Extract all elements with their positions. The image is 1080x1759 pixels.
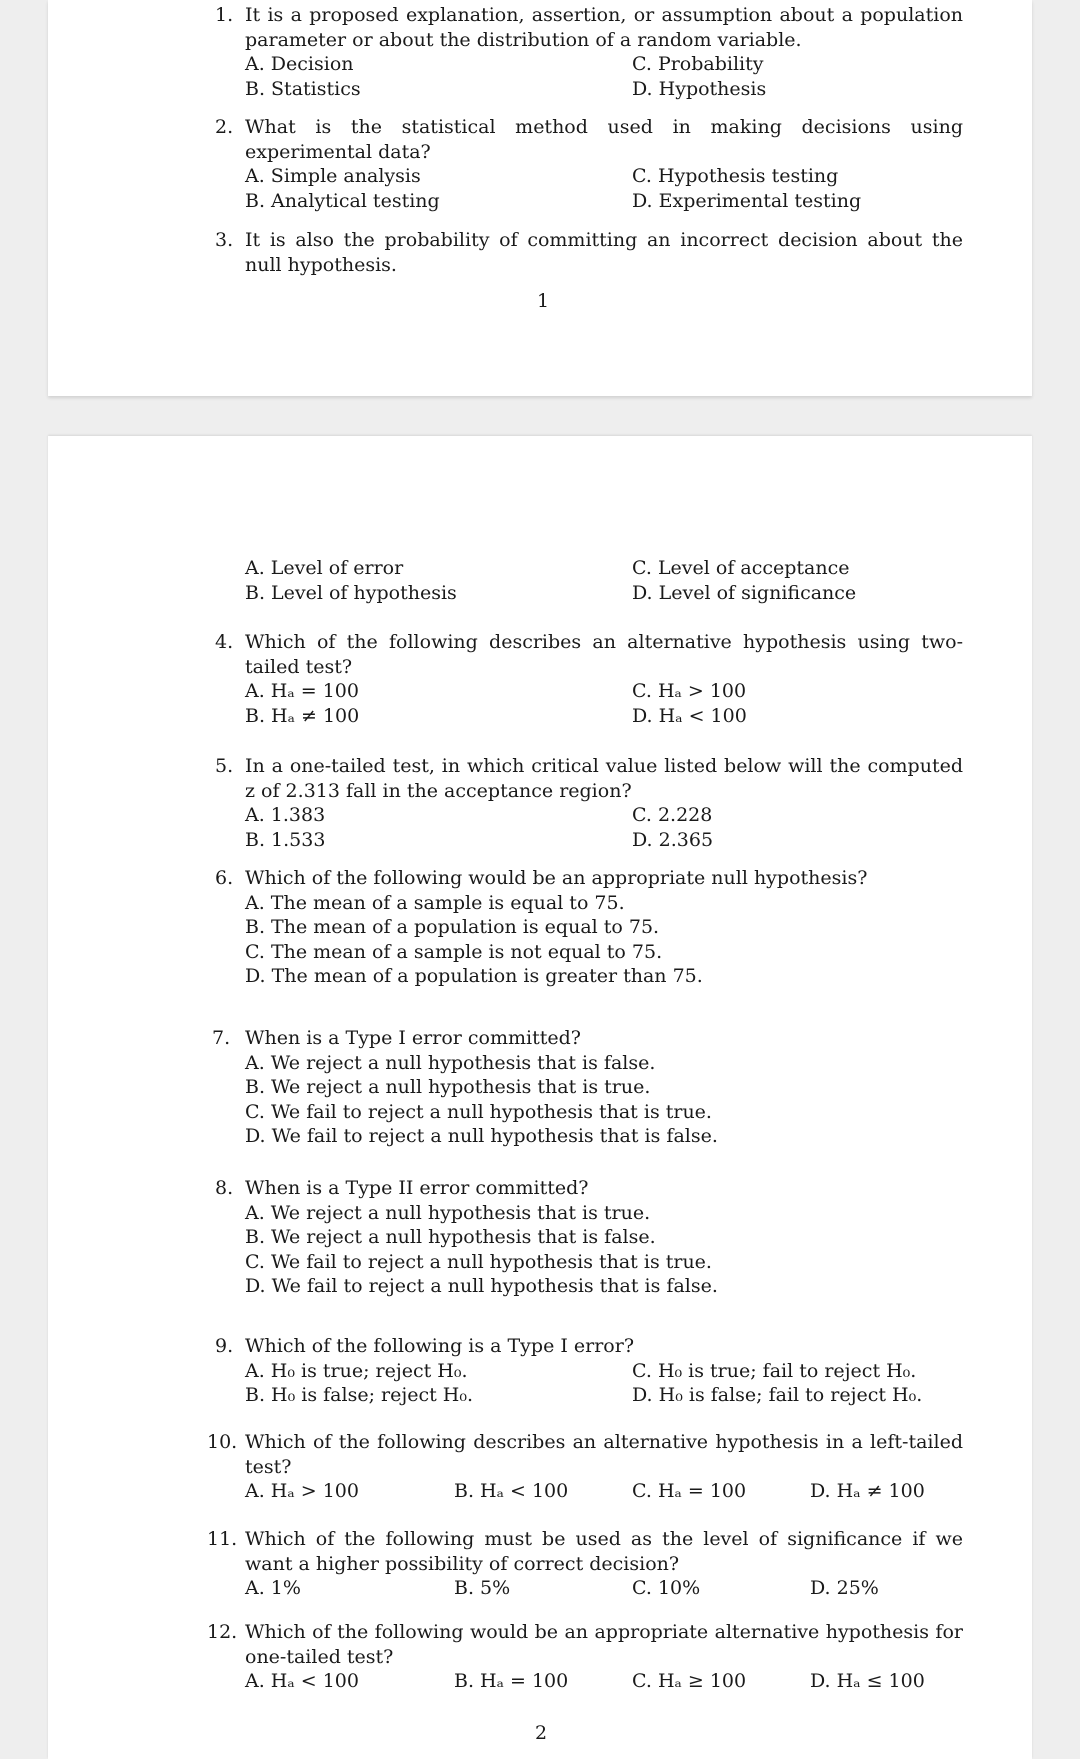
option-c: C. 2.228 (632, 804, 713, 826)
question-number: 6. (215, 867, 234, 889)
option-a: A. Simple analysis (245, 165, 421, 187)
question-11 (207, 1527, 963, 1601)
option-c: C. Hₐ ≥ 100 (632, 1670, 747, 1692)
question-number: 3. (215, 229, 234, 251)
question-3-options (215, 556, 963, 605)
option-b: B. Hₐ = 100 (454, 1670, 569, 1692)
question-text: It is also the probability of committing an incorrect decision about the null hypothesis. (245, 229, 963, 276)
option-a: A. 1.383 (245, 804, 326, 826)
question-10 (207, 1430, 963, 1504)
question-3 (215, 228, 963, 277)
question-4 (215, 630, 963, 728)
page-2 (48, 436, 1032, 1759)
page-1 (48, 0, 1032, 396)
question-number: 11. (207, 1528, 238, 1550)
option-c: C. Hypothesis testing (632, 165, 839, 187)
option-d: D. H₀ is false; fail to reject H₀. (632, 1384, 923, 1406)
option-a: A. The mean of a sample is equal to 75. (245, 891, 625, 914)
question-number: 2. (215, 116, 234, 138)
option-c: C. We fail to reject a null hypothesis that is true. (245, 1100, 712, 1123)
option-d: D. We fail to reject a null hypothesis that is false. (245, 1275, 718, 1297)
option-a: A. H₀ is true; reject H₀. (245, 1359, 468, 1382)
option-d: D. Level of significance (632, 581, 857, 604)
question-text: Which of the following would be an appropriate null hypothesis? (245, 867, 868, 889)
option-a: A. 1% (245, 1577, 301, 1599)
question-text: Which of the following is a Type I error? (245, 1335, 635, 1357)
option-c: C. Probability (632, 53, 764, 75)
question-number: 4. (215, 631, 234, 653)
option-d: D. Hypothesis (632, 77, 767, 100)
option-b: B. 1.533 (245, 828, 326, 851)
question-text: In a one-tailed test, in which critical value listed below will the computed z of 2.313 fall in the acceptance region? (245, 755, 963, 802)
question-6 (215, 866, 963, 989)
question-number: 5. (215, 755, 234, 777)
question-12 (207, 1620, 963, 1694)
option-a: A. Hₐ < 100 (245, 1670, 359, 1692)
option-d: D. Hₐ < 100 (632, 704, 747, 727)
question-9 (215, 1334, 963, 1408)
option-d: D. Hₐ ≠ 100 (810, 1480, 925, 1502)
option-c: C. Hₐ = 100 (632, 1480, 747, 1502)
option-a: A. Decision (245, 53, 354, 75)
option-b: B. 5% (454, 1577, 511, 1599)
option-b: B. H₀ is false; reject H₀. (245, 1384, 474, 1406)
question-8 (215, 1176, 963, 1299)
option-c: C. Level of acceptance (632, 557, 850, 579)
option-b: B. Hₐ < 100 (454, 1480, 569, 1502)
question-5 (215, 754, 963, 852)
question-number: 12. (207, 1621, 238, 1643)
option-d: D. Hₐ ≤ 100 (810, 1670, 925, 1692)
page-number: 2 (535, 1722, 548, 1744)
question-1 (215, 3, 963, 101)
question-text: Which of the following must be used as the level of significance if we want a higher possibility of correct decision? (245, 1528, 963, 1575)
option-c: C. We fail to reject a null hypothesis that is true. (245, 1250, 712, 1273)
question-2 (215, 115, 963, 213)
option-a: A. Hₐ = 100 (245, 680, 359, 702)
question-text: Which of the following would be an appropriate alternative hypothesis for one-tailed test? (245, 1621, 963, 1668)
option-b: B. We reject a null hypothesis that is false. (245, 1226, 656, 1248)
option-b: B. We reject a null hypothesis that is true. (245, 1076, 651, 1098)
option-d: D. The mean of a population is greater than 75. (245, 965, 703, 987)
question-text: Which of the following describes an alternative hypothesis using two-tailed test? (245, 631, 963, 678)
question-number: 7. (212, 1027, 231, 1049)
option-c: C. H₀ is true; fail to reject H₀. (632, 1359, 917, 1382)
option-b: B. The mean of a population is equal to 75. (245, 916, 660, 938)
question-text: When is a Type II error committed? (245, 1177, 589, 1199)
option-b: B. Level of hypothesis (245, 581, 457, 604)
option-d: D. 2.365 (632, 828, 714, 851)
question-text: Which of the following describes an alternative hypothesis in a left-tailed test? (245, 1431, 963, 1478)
option-c: C. The mean of a sample is not equal to 75. (245, 940, 663, 963)
option-a: A. Hₐ > 100 (245, 1480, 359, 1502)
option-c: C. Hₐ > 100 (632, 680, 747, 702)
question-7 (212, 1026, 963, 1149)
option-a: A. We reject a null hypothesis that is false. (245, 1051, 656, 1074)
question-number: 8. (215, 1177, 234, 1199)
option-a: A. Level of error (245, 557, 404, 579)
option-a: A. We reject a null hypothesis that is true. (245, 1201, 651, 1224)
option-d: D. Experimental testing (632, 189, 862, 212)
option-c: C. 10% (632, 1577, 701, 1599)
option-b: B. Analytical testing (245, 189, 440, 212)
option-b: B. Hₐ ≠ 100 (245, 704, 360, 727)
question-number: 1. (215, 4, 234, 26)
question-text: What is the statistical method used in making decisions using experimental data? (245, 116, 963, 163)
question-text: When is a Type I error committed? (245, 1027, 581, 1049)
question-number: 10. (207, 1431, 238, 1453)
page-number: 1 (537, 290, 550, 312)
option-d: D. 25% (810, 1577, 879, 1599)
option-b: B. Statistics (245, 77, 361, 100)
question-text: It is a proposed explanation, assertion, or assumption about a population parameter or about the distribution of a random variable. (245, 4, 963, 51)
question-number: 9. (215, 1335, 234, 1357)
option-d: D. We fail to reject a null hypothesis that is false. (245, 1125, 718, 1147)
